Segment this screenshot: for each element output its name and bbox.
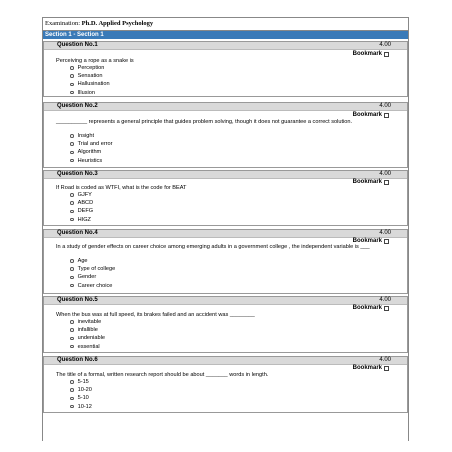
question-marks: 4.00 bbox=[379, 103, 391, 109]
option-label: Type of college bbox=[77, 266, 116, 273]
question-card-1 bbox=[43, 41, 408, 97]
option-label: 10-20 bbox=[77, 387, 92, 394]
option[interactable] bbox=[70, 132, 113, 140]
option[interactable] bbox=[70, 403, 92, 411]
option[interactable] bbox=[70, 334, 105, 342]
question-card-6 bbox=[43, 356, 408, 413]
option[interactable] bbox=[70, 216, 93, 224]
option-label: HIGZ bbox=[77, 216, 91, 223]
radio-button[interactable] bbox=[70, 201, 74, 205]
radio-button[interactable] bbox=[70, 210, 74, 214]
radio-button[interactable] bbox=[70, 83, 74, 87]
option[interactable] bbox=[70, 394, 92, 402]
bookmark-label: Bookmark bbox=[352, 365, 382, 371]
radio-button[interactable] bbox=[70, 74, 74, 78]
option[interactable] bbox=[70, 157, 113, 165]
option-label: Age bbox=[77, 258, 88, 264]
question-title: Question No.6 bbox=[57, 357, 98, 363]
option-list bbox=[70, 64, 110, 97]
radio-button[interactable] bbox=[70, 91, 74, 95]
option-label: Perception bbox=[77, 65, 105, 71]
bookmark-label: Bookmark bbox=[352, 112, 382, 118]
question-text: When the bus was at full speed, its brakes failed and an accident was ________ bbox=[56, 312, 255, 318]
radio-button[interactable] bbox=[70, 151, 74, 155]
question-marks: 4.00 bbox=[379, 171, 391, 177]
option[interactable] bbox=[70, 318, 105, 326]
question-header bbox=[44, 103, 407, 111]
question-text: In a study of gender effects on career choice among emerging adults in a government college , the independent variable is ___ bbox=[56, 244, 370, 250]
exam-page bbox=[42, 17, 409, 441]
option-label: 5-15 bbox=[77, 379, 89, 385]
option-label: 5-10 bbox=[77, 395, 89, 402]
option[interactable] bbox=[70, 378, 92, 386]
question-text: If Road is coded as WTFI, what is the code for BEAT bbox=[56, 185, 187, 191]
question-text: __________ represents a general principle that guides problem solving, though it does not guarantee a correct solution. bbox=[56, 119, 353, 125]
option[interactable] bbox=[70, 191, 93, 199]
question-marks: 4.00 bbox=[379, 297, 391, 303]
bookmark-checkbox[interactable] bbox=[384, 180, 389, 185]
radio-button[interactable] bbox=[70, 218, 74, 222]
option-label: undeniable bbox=[77, 335, 105, 342]
exam-name: Ph.D. Applied Psychology bbox=[81, 20, 154, 27]
question-header bbox=[44, 42, 407, 50]
radio-button[interactable] bbox=[70, 380, 74, 384]
bookmark-checkbox[interactable] bbox=[384, 113, 389, 118]
option-list bbox=[70, 132, 113, 165]
option[interactable] bbox=[70, 343, 105, 351]
radio-button[interactable] bbox=[70, 193, 74, 197]
question-title: Question No.2 bbox=[57, 103, 98, 109]
question-header bbox=[44, 357, 407, 365]
bookmark-checkbox[interactable] bbox=[384, 306, 389, 311]
bookmark-toggle[interactable] bbox=[353, 365, 389, 371]
radio-button[interactable] bbox=[70, 66, 74, 70]
radio-button[interactable] bbox=[70, 345, 74, 349]
radio-button[interactable] bbox=[70, 259, 74, 263]
radio-button[interactable] bbox=[70, 267, 74, 271]
question-text: The title of a formal, written research report should be about _______ words in length. bbox=[56, 372, 269, 378]
question-text: Perceiving a rope as a snake is bbox=[56, 58, 134, 64]
question-marks: 4.00 bbox=[379, 42, 391, 48]
bookmark-toggle[interactable] bbox=[353, 305, 389, 311]
question-card-3 bbox=[43, 170, 408, 226]
question-header bbox=[44, 230, 407, 238]
radio-button[interactable] bbox=[70, 142, 74, 146]
question-card-4 bbox=[43, 229, 408, 294]
option[interactable] bbox=[70, 326, 105, 334]
section-title: Section 1 - Section 1 bbox=[45, 32, 104, 38]
question-card-2 bbox=[43, 102, 408, 168]
option[interactable] bbox=[70, 199, 93, 207]
exam-header bbox=[43, 18, 408, 31]
option[interactable] bbox=[70, 273, 115, 281]
radio-button[interactable] bbox=[70, 337, 74, 341]
option-label: GJFY bbox=[77, 192, 92, 198]
option[interactable] bbox=[70, 148, 113, 156]
radio-button[interactable] bbox=[70, 397, 74, 401]
radio-button[interactable] bbox=[70, 159, 74, 163]
bookmark-label: Bookmark bbox=[352, 238, 382, 244]
question-header bbox=[44, 297, 407, 305]
option-label: Gender bbox=[77, 274, 97, 281]
option[interactable] bbox=[70, 89, 110, 97]
option-label: Heuristics bbox=[77, 157, 103, 164]
radio-button[interactable] bbox=[70, 328, 74, 332]
option[interactable] bbox=[70, 282, 115, 290]
bookmark-label: Bookmark bbox=[352, 179, 382, 185]
option[interactable] bbox=[70, 386, 92, 394]
question-title: Question No.1 bbox=[57, 42, 98, 48]
radio-button[interactable] bbox=[70, 320, 74, 324]
option[interactable] bbox=[70, 140, 113, 148]
option[interactable] bbox=[70, 207, 93, 215]
question-title: Question No.5 bbox=[57, 297, 98, 303]
option-label: Trial and error bbox=[77, 141, 113, 148]
option-label: ABCD bbox=[77, 200, 94, 207]
option[interactable] bbox=[70, 265, 115, 273]
option[interactable] bbox=[70, 64, 110, 72]
option-label: DEFG bbox=[77, 208, 94, 215]
option[interactable] bbox=[70, 257, 115, 265]
option-list bbox=[70, 191, 93, 224]
bookmark-toggle[interactable] bbox=[353, 112, 389, 118]
bookmark-toggle[interactable] bbox=[353, 51, 389, 57]
question-card-5 bbox=[43, 296, 408, 353]
bookmark-checkbox[interactable] bbox=[384, 366, 389, 371]
radio-button[interactable] bbox=[70, 388, 74, 392]
option-label: Career choice bbox=[77, 282, 113, 289]
option[interactable] bbox=[70, 72, 110, 80]
question-title: Question No.3 bbox=[57, 171, 98, 177]
option-list bbox=[70, 257, 115, 290]
option[interactable] bbox=[70, 80, 110, 88]
bookmark-checkbox[interactable] bbox=[384, 52, 389, 57]
option-label: infallible bbox=[77, 327, 98, 334]
option-label: Insight bbox=[77, 133, 95, 139]
bookmark-label: Bookmark bbox=[352, 305, 382, 311]
radio-button[interactable] bbox=[70, 134, 74, 138]
option-label: Illusion bbox=[77, 89, 96, 96]
bookmark-label: Bookmark bbox=[352, 51, 382, 57]
option-label: 10-12 bbox=[77, 403, 92, 410]
bookmark-checkbox[interactable] bbox=[384, 239, 389, 244]
question-marks: 4.00 bbox=[379, 230, 391, 236]
option-label: Sensation bbox=[77, 73, 103, 80]
question-title: Question No.4 bbox=[57, 230, 98, 236]
question-header bbox=[44, 171, 407, 179]
radio-button[interactable] bbox=[70, 276, 74, 280]
option-label: Algorithm bbox=[77, 149, 102, 156]
section-bar bbox=[43, 31, 408, 39]
question-marks: 4.00 bbox=[379, 357, 391, 363]
option-label: inevitable bbox=[77, 319, 102, 325]
exam-label: Examination: bbox=[45, 20, 81, 27]
option-list bbox=[70, 378, 92, 411]
radio-button[interactable] bbox=[70, 284, 74, 288]
radio-button[interactable] bbox=[70, 405, 74, 409]
option-label: Hallusination bbox=[77, 81, 110, 88]
option-list bbox=[70, 318, 105, 351]
option-label: essential bbox=[77, 343, 100, 350]
